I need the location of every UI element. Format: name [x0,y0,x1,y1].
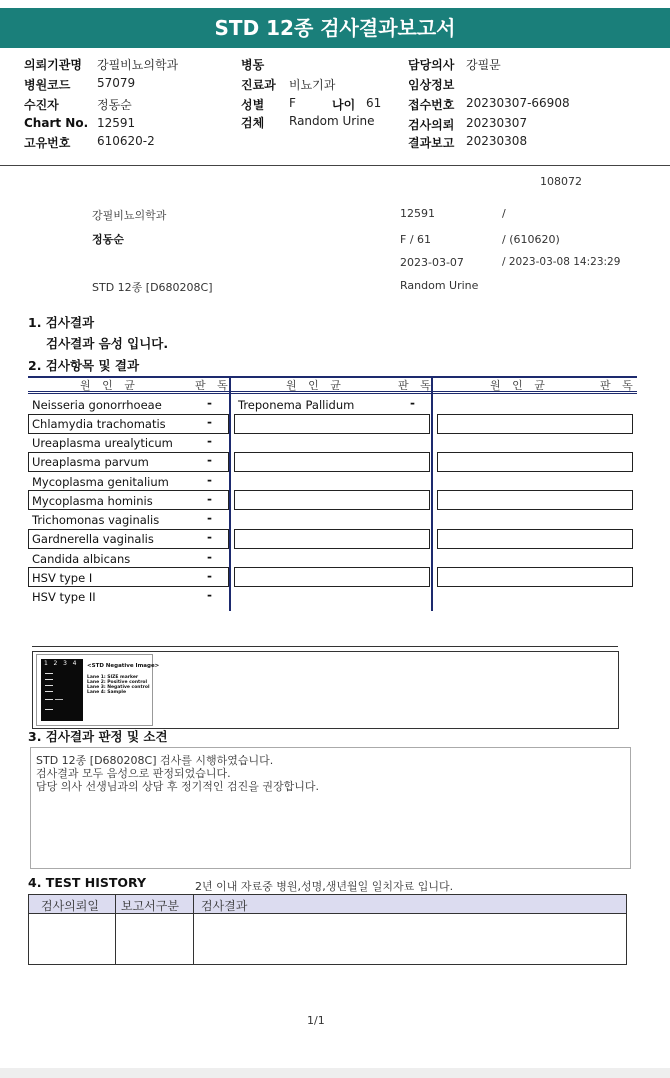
pathogen-name: Chlamydia trachomatis [32,417,166,431]
gel-legend-item: Lane 3: Negative control [87,685,150,690]
opinion-line: STD 12종 [D680208C] 검사를 시행하였습니다. [36,754,274,767]
label-reception-no: 접수번호 [408,98,455,112]
label-specimen: Random Urine [400,279,479,292]
pathogen-name: Ureaplasma parvum [32,455,149,469]
result-summary: 검사결과 음성 입니다. [46,336,169,351]
pathogen-result: - [207,453,212,467]
value-report-date: 20230308 [466,134,528,148]
pathogen-result: - [410,396,415,410]
gel-legend-item: Lane 4: Sample [87,690,127,695]
pathogen-result: - [207,492,212,506]
empty-row-box [234,490,430,510]
value-patient: 정동순 [97,98,132,112]
pathogen-name: Neisseria gonorrhoeae [32,398,162,412]
value-age: 61 [366,96,382,110]
gel-title: <STD Negative Image> [87,663,160,669]
label-request-date: 검사의뢰 [408,118,455,132]
header-result-3: 판 독 [600,379,637,392]
label-chart-no: Chart No. [24,116,89,130]
value-doctor: 강필문 [466,58,501,72]
label-clinical-info: 임상정보 [408,78,455,92]
gel-band [45,691,53,692]
pathogen-result: - [207,530,212,544]
history-header-report-type: 보고서구분 [121,899,179,913]
label-date-reported: / 2023-03-08 14:23:29 [502,256,621,268]
pathogen-name: HSV type I [32,571,93,585]
gel-band [55,699,63,700]
page-bottom-bar [0,1068,670,1078]
value-request-date: 20230307 [466,116,528,130]
divider [32,646,618,647]
opinion-line: 담당 의사 선생님과의 상담 후 정기적인 검진을 권장합니다. [36,780,319,793]
label-test-name: STD 12종 [D680208C] [92,281,213,294]
gel-photo [41,659,83,721]
opinion-line: 검사결과 모두 음성으로 판정되었습니다. [36,767,231,780]
value-specimen: Random Urine [289,114,375,128]
label-sex: 성별 [241,98,265,112]
gel-band [45,685,53,686]
label-doctor: 담당의사 [408,58,455,72]
pathogen-result: - [207,550,212,564]
label-patient: 수진자 [24,98,59,112]
section-4-title: 4. TEST HISTORY [28,875,147,890]
empty-row-box [437,452,633,472]
pathogen-result: - [207,588,212,602]
gel-band [45,699,53,700]
gel-legend-item: Lane 2: Positive control [87,680,148,685]
pathogen-name: Mycoplasma genitalium [32,475,169,489]
value-department: 비뇨기과 [289,78,336,92]
label-sex-age: F / 61 [400,233,432,246]
section-3-title: 3. 검사결과 판정 및 소견 [28,729,168,744]
pathogen-name: Trichomonas vaginalis [32,513,160,527]
label-unique-no: 고유번호 [24,136,71,150]
label-requesting-clinic: 의뢰기관명 [24,58,82,72]
label-age: 나이 [332,98,356,112]
history-note: 2년 이내 자료중 병원,성명,생년월일 일치자료 입니다. [195,880,454,893]
patient-info [0,56,670,166]
grid-header-line-2 [28,393,637,394]
label-slash: / [502,207,506,220]
value-chart-no: 12591 [97,116,136,130]
report-title: STD 12종 검사결과보고서 [0,8,670,48]
opinion-box [30,747,631,869]
grid-col-divider-1 [229,376,231,611]
label-date-received: 2023-03-07 [400,256,464,269]
empty-row-box [437,414,633,434]
label-code: 108072 [540,175,582,188]
header-pathogen-2: 원 인 균 [286,379,345,392]
section-1-title: 1. 검사결과 [28,315,95,330]
gel-band [45,709,53,710]
value-unique-no: 610620-2 [97,134,155,148]
divider [0,165,670,166]
empty-row-box [437,490,633,510]
history-col-divider [193,895,194,964]
empty-row-box [234,414,430,434]
header-result-1: 판 독 [195,379,232,392]
label-birth: / (610620) [502,233,560,246]
label-specimen: 검체 [241,116,265,130]
label-name: 정동순 [92,233,124,246]
pathogen-result: - [207,396,212,410]
history-col-divider [115,895,116,964]
history-header-row [29,895,626,914]
gel-image [36,654,160,726]
history-header-result: 검사결과 [201,899,248,913]
label-clinic: 강필비뇨의학과 [92,209,167,222]
page-number: 1/1 [307,1014,325,1027]
pathogen-result: - [207,434,212,448]
value-hospital-code: 57079 [97,76,136,90]
pathogen-name: HSV type II [32,590,96,604]
gel-image-panel [32,651,619,729]
label-hospital-code: 병원코드 [24,78,71,92]
empty-row-box [234,452,430,472]
pathogen-result: - [207,569,212,583]
label-chart: 12591 [400,207,435,220]
pathogen-name: Mycoplasma hominis [32,494,153,508]
header-pathogen-1: 원 인 균 [80,379,139,392]
gel-lane-numbers: 1 2 3 4 [44,660,77,667]
value-sex: F [289,96,296,110]
empty-row-box [234,567,430,587]
pathogen-name: Treponema Pallidum [238,398,355,412]
pathogen-name: Gardnerella vaginalis [32,532,154,546]
gel-legend-item: Lane 1: SIZE marker [87,675,139,680]
pathogen-result: - [207,415,212,429]
pathogen-result: - [207,473,212,487]
history-table [28,894,627,965]
history-header-request-date: 검사의뢰일 [41,899,99,913]
value-requesting-clinic: 강필비뇨의학과 [97,58,179,72]
label-ward: 병동 [241,58,265,72]
section-2-title: 2. 검사항목 및 결과 [28,358,140,373]
pathogen-name: Ureaplasma urealyticum [32,436,173,450]
label-report-date: 결과보고 [408,136,455,150]
header-result-2: 판 독 [398,379,435,392]
grid-col-divider-2 [431,376,433,611]
value-reception-no: 20230307-66908 [466,96,570,110]
gel-band [45,673,53,674]
empty-row-box [437,567,633,587]
header-pathogen-3: 원 인 균 [490,379,549,392]
empty-row-box [234,529,430,549]
empty-row-box [437,529,633,549]
label-department: 진료과 [241,78,276,92]
gel-band [45,679,53,680]
pathogen-result: - [207,511,212,525]
pathogen-name: Candida albicans [32,552,131,566]
